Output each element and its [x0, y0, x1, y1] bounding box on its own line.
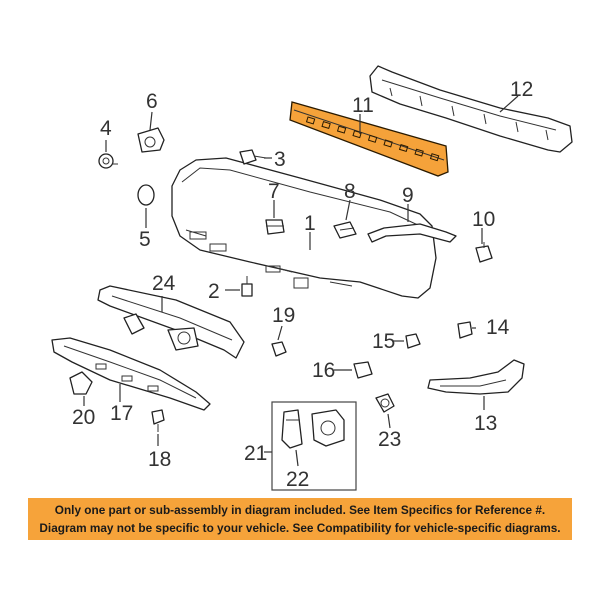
callout-13: 13	[474, 412, 498, 435]
callout-23: 23	[378, 428, 402, 451]
callout-15: 15	[372, 330, 396, 353]
callout-12: 12	[510, 78, 534, 101]
part-24-bracket	[98, 286, 244, 358]
callout-3: 3	[274, 148, 286, 171]
callout-4: 4	[100, 117, 112, 140]
part-14-bolt	[458, 322, 472, 338]
callout-6: 6	[146, 90, 158, 113]
part-18-screw	[152, 410, 164, 432]
callout-11: 11	[352, 94, 374, 117]
callout-18: 18	[148, 448, 172, 471]
callout-17: 17	[110, 402, 134, 425]
disclaimer-line-2: Diagram may not be specific to your vehicle. See Compatibility for vehicle-specific diagrams.	[39, 521, 561, 535]
callout-10: 10	[472, 208, 496, 231]
callout-24: 24	[152, 272, 176, 295]
callout-19: 19	[272, 304, 296, 327]
part-7-clip	[266, 220, 284, 234]
part-20-cap	[70, 372, 92, 394]
part-13-extension	[428, 360, 524, 394]
callout-7: 7	[268, 180, 280, 203]
part-17-lower-spoiler	[52, 338, 210, 410]
part-3-bolt	[240, 150, 266, 164]
part-4-grommet	[99, 154, 118, 168]
part-10-bolt	[476, 242, 492, 262]
callout-2: 2	[208, 280, 220, 303]
part-16-clip	[354, 362, 372, 378]
callout-1: 1	[304, 212, 316, 235]
part-15-bolt	[406, 334, 420, 348]
callout-21: 21	[244, 442, 268, 465]
callout-14: 14	[486, 316, 510, 339]
part-19-nut	[272, 342, 286, 356]
callout-5: 5	[139, 228, 151, 251]
disclaimer-banner	[28, 498, 572, 540]
part-23-sensor-retainer	[376, 394, 394, 412]
callout-20: 20	[72, 406, 96, 429]
callout-16: 16	[312, 359, 336, 382]
callout-8: 8	[344, 180, 356, 203]
part-21-sensor-assembly-box	[272, 402, 356, 490]
callout-22: 22	[286, 468, 310, 491]
part-5-ring	[138, 185, 154, 205]
part-2-bolt	[242, 276, 252, 296]
disclaimer-line-1: Only one part or sub-assembly in diagram included. See Item Specifics for Reference #.	[54, 503, 546, 517]
callout-9: 9	[402, 184, 414, 207]
part-6-sensor	[138, 128, 164, 152]
